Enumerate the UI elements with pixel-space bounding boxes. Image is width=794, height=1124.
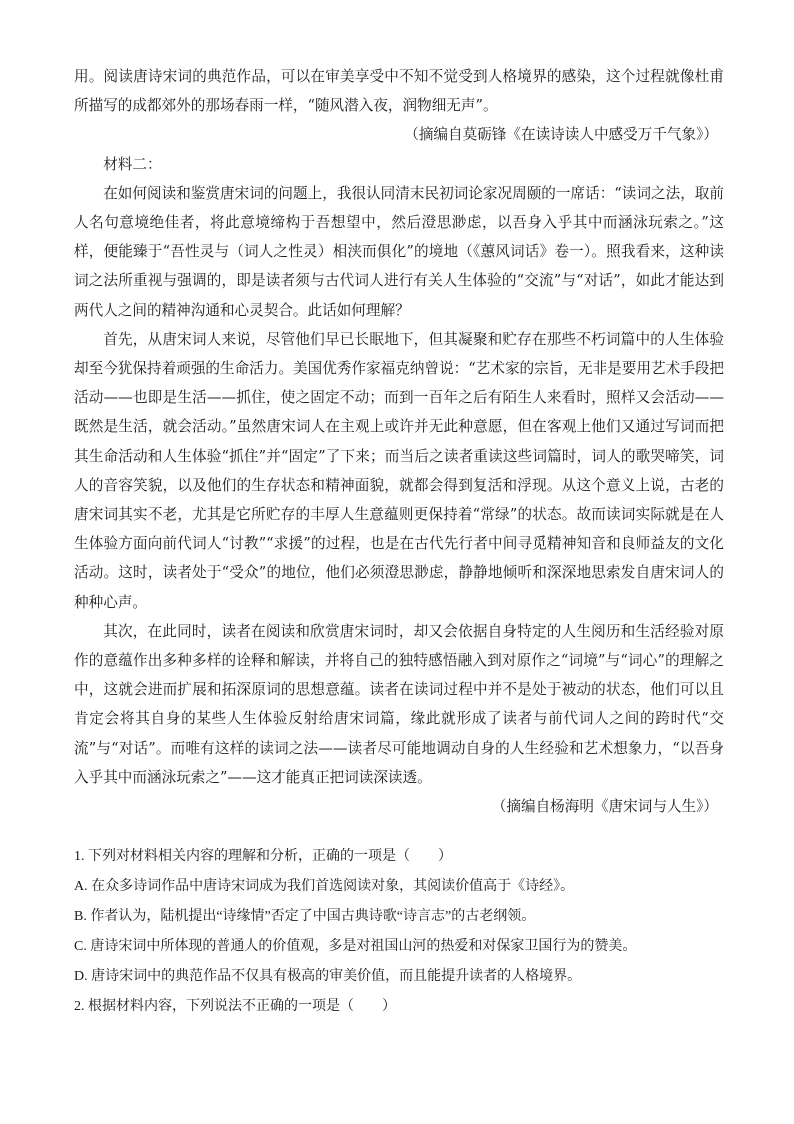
question-list bbox=[74, 842, 724, 1022]
material1-tail-paragraph: 用。阅读唐诗宋词的典范作品，可以在审美享受中不知不觉受到人格境界的感染，这个过程就像杜甫所描写的成都郊外的那场春雨一样，“随风潜入夜，润物细无声”。 bbox=[74, 68, 724, 115]
question-1-option-c: C. 唐诗宋词中所体现的普通人的价值观，多是对祖国山河的热爱和对保家卫国行为的赞美。 bbox=[74, 939, 637, 954]
material2-source: （摘编自杨海明《唐宋词与人生》） bbox=[491, 798, 718, 816]
material2-paragraph-3: 其次，在此同时，读者在阅读和欣赏唐宋词时，却又会依据自身特定的人生阅历和生活经验对原作的意蕴作出多种多样的诠释和解读，并将自己的独特感悟融入到对原作之“词境”与“词心”的理解之中，这就会进而扩展和拓深原词的思想意蕴。读者在读词过程中并不是处于被动的状态，他们可以且肯定会将其自身的某些人生体验反射给唐宋词篇，缘此就形成了读者与前代词人之间的跨时代“交流”与“对话”。而唯有这样的读词之法——读者尽可能地调动自身的人生经验和艺术想象力，“以吾身入乎其中而涵泳玩索之”——这才能真正把词读深读透。 bbox=[74, 622, 724, 786]
material2-paragraph-1: 在如何阅读和鉴赏唐宋词的问题上，我很认同清末民初词论家况周颐的一席话：“读词之法，取前人名句意境绝佳者，将此意境缔构于吾想望中，然后澄思渺虑，以吾身入乎其中而涵泳玩索之。”这样，便能臻于“吾性灵与（词人之性灵）相浃而俱化”的境地（《蕙风词话》卷一）。照我看来，这种读词之法所重视与强调的，即是读者须与古代词人进行有关人生体验的“交流”与“对话”，如此才能达到两代人之间的精神沟通和心灵契合。此话如何理解？ bbox=[74, 184, 724, 319]
question-2-stem: 2. 根据材料内容，下列说法不正确的一项是（ ） bbox=[74, 999, 396, 1014]
material1-source: （摘编自莫砺锋《在读诗读人中感受万千气象》） bbox=[404, 126, 718, 144]
material2-paragraph-2: 首先，从唐宋词人来说，尽管他们早已长眠地下，但其凝聚和贮存在那些不朽词篇中的人生体验却至今犹保持着顽强的生命活力。美国优秀作家福克纳曾说：“艺术家的宗旨，无非是要用艺术手段把活动——也即是生活——抓住，使之固定不动；而到一百年之后有陌生人来看时，照样又会活动——既然是生活，就会活动。”虽然唐宋词人在主观上或许并无此种意愿，但在客观上他们又通过写词而把其生命活动和人生体验“抓住”并“固定”了下来；而当后之读者重读这些词篇时，词人的歌哭啼笑，词人的音容笑貌，以及他们的生存状态和精神面貌，就都会得到复活和浮现。从这个意义上说，古老的唐宋词其实不老，尤其是它所贮存的丰厚人生意蕴则更保持着“常绿”的状态。故而读词实际就是在人生体验方面向前代词人“讨教”“求援”的过程，也是在古代先行者中间寻觅精神知音和良师益友的文化活动。这时，读者处于“受众”的地位，他们必须澄思渺虑，静静地倾听和深深地思索发自唐宋词人的种种心声。 bbox=[74, 330, 724, 611]
question-1-option-b: B. 作者认为，陆机提出“诗缘情”否定了中国古典诗歌“诗言志”的古老纲领。 bbox=[74, 909, 536, 924]
reading-passage bbox=[74, 62, 724, 821]
question-1-option-d: D. 唐诗宋词中的典范作品不仅具有极高的审美价值，而且能提升读者的人格境界。 bbox=[74, 969, 582, 984]
question-1-stem: 1. 下列对材料相关内容的理解和分析，正确的一项是（ ） bbox=[74, 849, 452, 864]
material2-heading: 材料二： bbox=[103, 155, 162, 173]
question-1-option-a: A. 在众多诗词作品中唐诗宋词成为我们首选阅读对象，其阅读价值高于《诗经》。 bbox=[74, 879, 575, 894]
